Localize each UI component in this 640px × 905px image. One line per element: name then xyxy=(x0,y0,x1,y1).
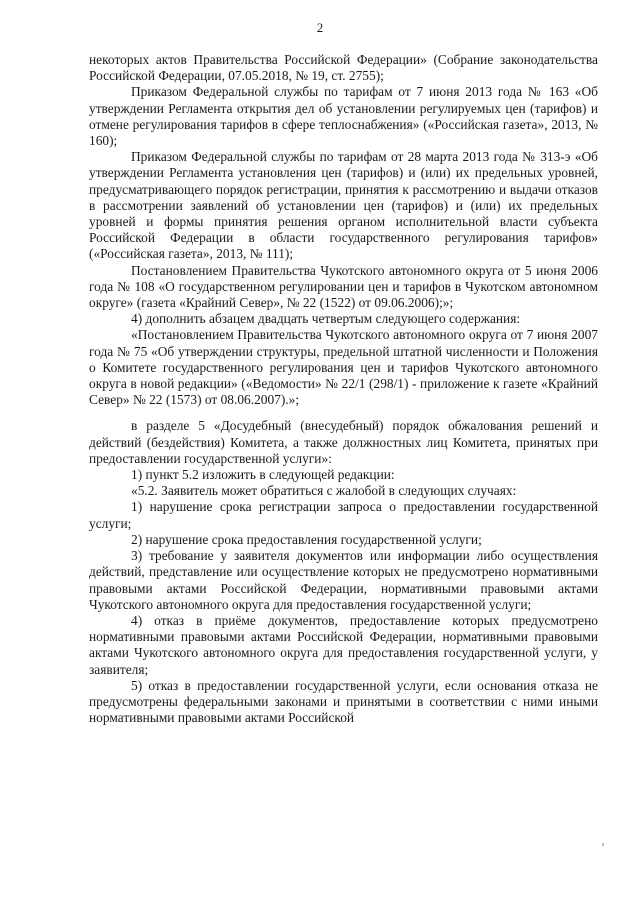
paragraph-clause-5-2: «5.2. Заявитель может обратиться с жалобой в следующих случаях: xyxy=(131,483,517,499)
list-item-2: 2) нарушение срока предоставления государственной услуги; xyxy=(131,531,482,547)
list-item-4: 4) отказ в приёме документов, предоставление которых предусмотрено нормативными правовыми актами Российской Федерации, нормативными правовыми актами Чукотского автономного округа для предоставления государственной услуги, у заявителя; xyxy=(89,612,598,677)
paragraph-fst-order-313: Приказом Федеральной службы по тарифам от 28 марта 2013 года № 313-э «Об утверждении Регламента установления цен (тарифов) и (или) их предельных уровней, предусматривающего порядок регистрации, принятия к рассмотрению и выдачи отказов в рассмотрении заявлений об установлении цен (тарифов) и (или) их предельных уровней и формы принятия решения органом исполнительной власти субъекта Российской Федерации в области государственного регулирования тарифов» («Российская газета», 2013, № 111); xyxy=(89,149,598,262)
list-item-1: 1) нарушение срока регистрации запроса о предоставлении государственной услуги; xyxy=(89,499,598,531)
scan-speck xyxy=(602,843,604,846)
paragraph-resolution-108: Постановлением Правительства Чукотского автономного округа от 5 июня 2006 года № 108 «О государственном регулировании цен и тарифов в Чукотском автономном округе» (газета «Крайний Север», № 22 (1522) от 09.06.2006);»; xyxy=(89,262,598,311)
document-body xyxy=(89,52,598,726)
list-item-3: 3) требование у заявителя документов или информации либо осуществления действий, представление или осуществление которых не предусмотрено нормативными правовыми актами Российской Федерации, нормативными правовыми актами Чукотского автономного округа для предоставления государственной услуги; xyxy=(89,548,598,612)
paragraph-resolution-75: «Постановлением Правительства Чукотского автономного округа от 7 июня 2007 года № 75 «Об утверждении структуры, предельной штатной численности и Положения о Комитете государственного регулирования цен и тарифов Чукотского автономного округа в новой редакции» («Ведомости» № 22/1 (298/1) - приложение к газете «Крайний Север» № 22 (1573) от 08.06.2007).»; xyxy=(89,327,598,408)
paragraph-fst-order-163: Приказом Федеральной службы по тарифам от 7 июня 2013 года № 163 «Об утверждении Регламента открытия дел об установлении регулируемых цен (тарифов) и отмене регулирования тарифов в сфере теплоснабжения» («Российская газета», 2013, № 160); xyxy=(89,84,598,149)
paragraph-item-4: 4) дополнить абзацем двадцать четвертым следующего содержания: xyxy=(131,311,521,327)
page-number: 2 xyxy=(316,20,324,35)
paragraph-item-1-clause-5-2: 1) пункт 5.2 изложить в следующей редакции: xyxy=(131,467,395,483)
paragraph-section-5: в разделе 5 «Досудебный (внесудебный) порядок обжалования решений и действий (бездействия) Комитета, а также должностных лиц Комитета, принятых при предоставлении государственной услуги»: xyxy=(89,418,598,466)
list-item-5: 5) отказ в предоставлении государственной услуги, если основания отказа не предусмотрены федеральными законами и принятыми в соответствии с ними иными нормативными правовыми актами Российской xyxy=(89,677,598,726)
paragraph-acts-continuation: некоторых актов Правительства Российской Федерации» (Собрание законодательства Российской Федерации, 07.05.2018, № 19, ст. 2755); xyxy=(89,52,598,84)
